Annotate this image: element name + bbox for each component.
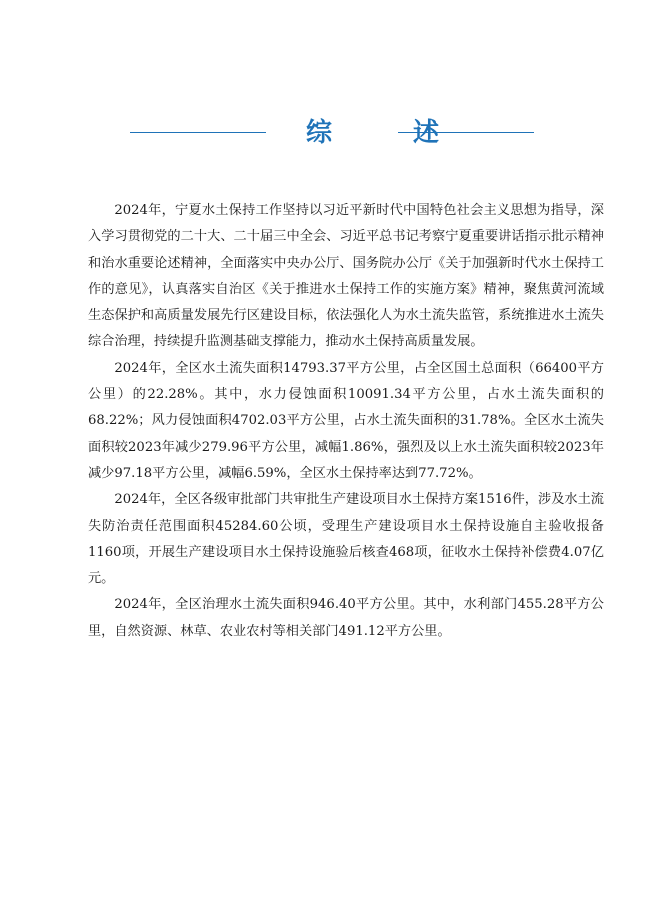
page-title: 综 述 <box>306 118 476 148</box>
paragraph-project-approval: 2024年，全区各级审批部门共审批生产建设项目水土保持方案1516件，涉及水土流失防治责任范围面积45284.60公顷，受理生产建设项目水土保持设施自主验收报备1160项，开展生产建设项目水土保持设施验后核查468项，征收水土保持补偿费4.07亿元。 <box>88 492 604 587</box>
paragraph-overview: 2024年，宁夏水土保持工作坚持以习近平新时代中国特色社会主义思想为指导，深入学习贯彻党的二十大、二十届三中全会、习近平总书记考察宁夏重要讲话指示批示精神和治水重要论述精神，全面落实中央办公厅、国务院办公厅《关于加强新时代水土保持工作的意见》，认真落实自治区《关于推进水土保持工作的实施方案》精神，聚焦黄河流域生态保护和高质量发展先行区建设目标，依法强化人为水土流失监管，系统推进水土流失综合治理，持续提升监测基础支撑能力，推动水土保持高质量发展。 <box>88 203 604 350</box>
document-body <box>88 198 604 645</box>
heading-rule-right <box>398 132 534 133</box>
paragraph-erosion-area: 2024年，全区水土流失面积14793.37平方公里，占全区国土总面积（66400平方公里）的22.28%。其中，水力侵蚀面积10091.34平方公里，占水土流失面积的68.22%；风力侵蚀面积4702.03平方公里，占水土流失面积的31.78%。全区水土流失面积较2023年减少279.96平方公里，减幅1.86%，强烈及以上水土流失面积较2023年减少97.18平方公里，减幅6.59%，全区水土保持率达到77.72%。 <box>88 360 604 481</box>
section-heading <box>0 113 662 153</box>
heading-rule-left <box>130 132 266 133</box>
paragraph-treatment-area: 2024年，全区治理水土流失面积946.40平方公里。其中，水利部门455.28平方公里，自然资源、林草、农业农村等相关部门491.12平方公里。 <box>88 597 604 639</box>
